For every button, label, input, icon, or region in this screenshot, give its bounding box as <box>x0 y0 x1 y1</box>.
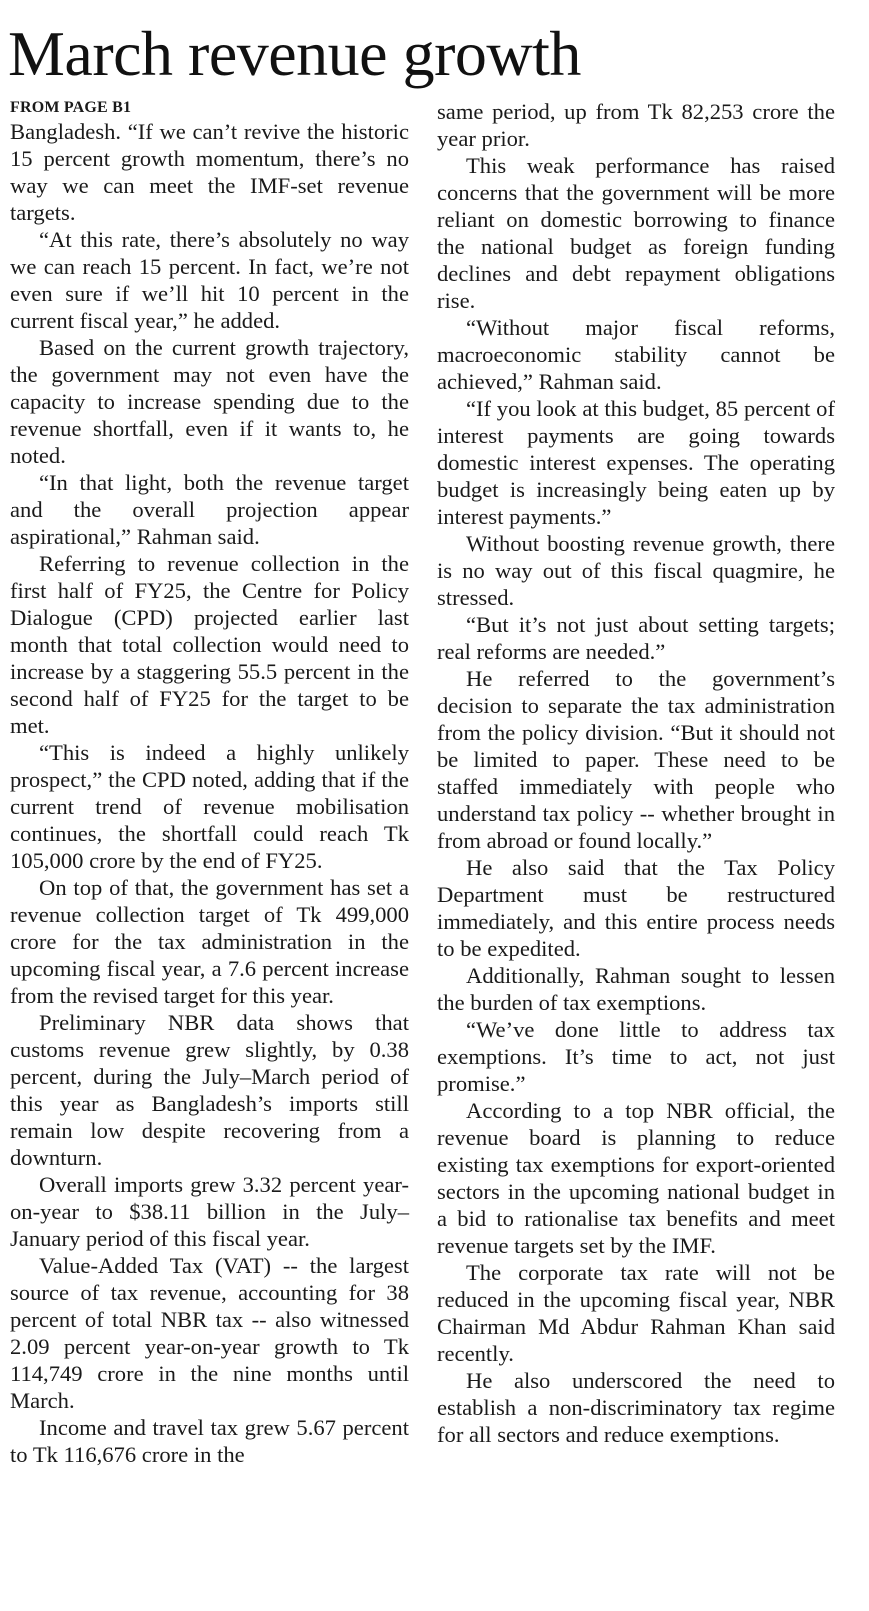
paragraph: same period, up from Tk 82,253 crore the year prior. <box>437 99 835 151</box>
paragraph: “This is indeed a highly unlikely prospect,” the CPD noted, adding that if the current trend of revenue mobilisation continues, the shortfall could reach Tk 105,000 crore by the end of FY25. <box>10 740 409 873</box>
paragraph: Based on the current growth trajectory, the government may not even have the capacity to increase spending due to the revenue shortfall, even if it wants to, he noted. <box>10 335 409 468</box>
paragraph: Referring to revenue collection in the first half of FY25, the Centre for Policy Dialogue (CPD) projected earlier last month that total collection would need to increase by a staggering 55.5 percent in the second half of FY25 for the target to be met. <box>10 551 409 738</box>
paragraph: This weak performance has raised concerns that the government will be more reliant on domestic borrowing to finance the national budget as foreign funding declines and debt repayment obligations rise. <box>437 153 835 313</box>
headline: March revenue growth <box>8 18 581 89</box>
paragraph: Income and travel tax grew 5.67 percent to Tk 116,676 crore in the <box>10 1415 409 1467</box>
paragraph: Without boosting revenue growth, there is no way out of this fiscal quagmire, he stressed. <box>437 531 835 610</box>
paragraph: Value-Added Tax (VAT) -- the largest source of tax revenue, accounting for 38 percent of total NBR tax -- also witnessed 2.09 percent year-on-year growth to Tk 114,749 crore in the nine months until March. <box>10 1253 409 1413</box>
paragraph: Additionally, Rahman sought to lessen the burden of tax exemptions. <box>437 963 835 1015</box>
paragraph: “In that light, both the revenue target and the overall projection appear aspirational,” Rahman said. <box>10 470 409 549</box>
paragraph: “We’ve done little to address tax exemptions. It’s time to act, not just promise.” <box>437 1017 835 1096</box>
article-column-right <box>437 98 835 1448</box>
paragraph: “Without major fiscal reforms, macroeconomic stability cannot be achieved,” Rahman said. <box>437 315 835 394</box>
paragraph: He referred to the government’s decision to separate the tax administration from the policy division. “But it should not be limited to paper. These need to be staffed immediately with people who understand tax policy -- whether brought in from abroad or found locally.” <box>437 666 835 853</box>
article-column-left <box>10 98 409 1468</box>
paragraph: Bangladesh. “If we can’t revive the historic 15 percent growth momentum, there’s no way we can meet the IMF-set revenue targets. <box>10 119 409 225</box>
paragraph: According to a top NBR official, the revenue board is planning to reduce existing tax exemptions for export-oriented sectors in the upcoming national budget in a bid to rationalise tax benefits and meet revenue targets set by the IMF. <box>437 1098 835 1258</box>
paragraph: “If you look at this budget, 85 percent of interest payments are going towards domestic interest expenses. The operating budget is increasingly being eaten up by interest payments.” <box>437 396 835 529</box>
paragraph: Overall imports grew 3.32 percent year-on-year to $38.11 billion in the July–January period of this fiscal year. <box>10 1172 409 1251</box>
continued-from-label: FROM PAGE B1 <box>10 99 132 116</box>
paragraph: “But it’s not just about setting targets; real reforms are needed.” <box>437 612 835 664</box>
paragraph: “At this rate, there’s absolutely no way we can reach 15 percent. In fact, we’re not even sure if we’ll hit 10 percent in the current fiscal year,” he added. <box>10 227 409 333</box>
paragraph: Preliminary NBR data shows that customs revenue grew slightly, by 0.38 percent, during the July–March period of this year as Bangladesh’s imports still remain low despite recovering from a downturn. <box>10 1010 409 1170</box>
paragraph: On top of that, the government has set a revenue collection target of Tk 499,000 crore for the tax administration in the upcoming fiscal year, a 7.6 percent increase from the revised target for this year. <box>10 875 409 1008</box>
paragraph: The corporate tax rate will not be reduced in the upcoming fiscal year, NBR Chairman Md Abdur Rahman Khan said recently. <box>437 1260 835 1366</box>
paragraph: He also said that the Tax Policy Department must be restructured immediately, and this entire process needs to be expedited. <box>437 855 835 961</box>
paragraph: He also underscored the need to establish a non-discriminatory tax regime for all sectors and reduce exemptions. <box>437 1368 835 1447</box>
